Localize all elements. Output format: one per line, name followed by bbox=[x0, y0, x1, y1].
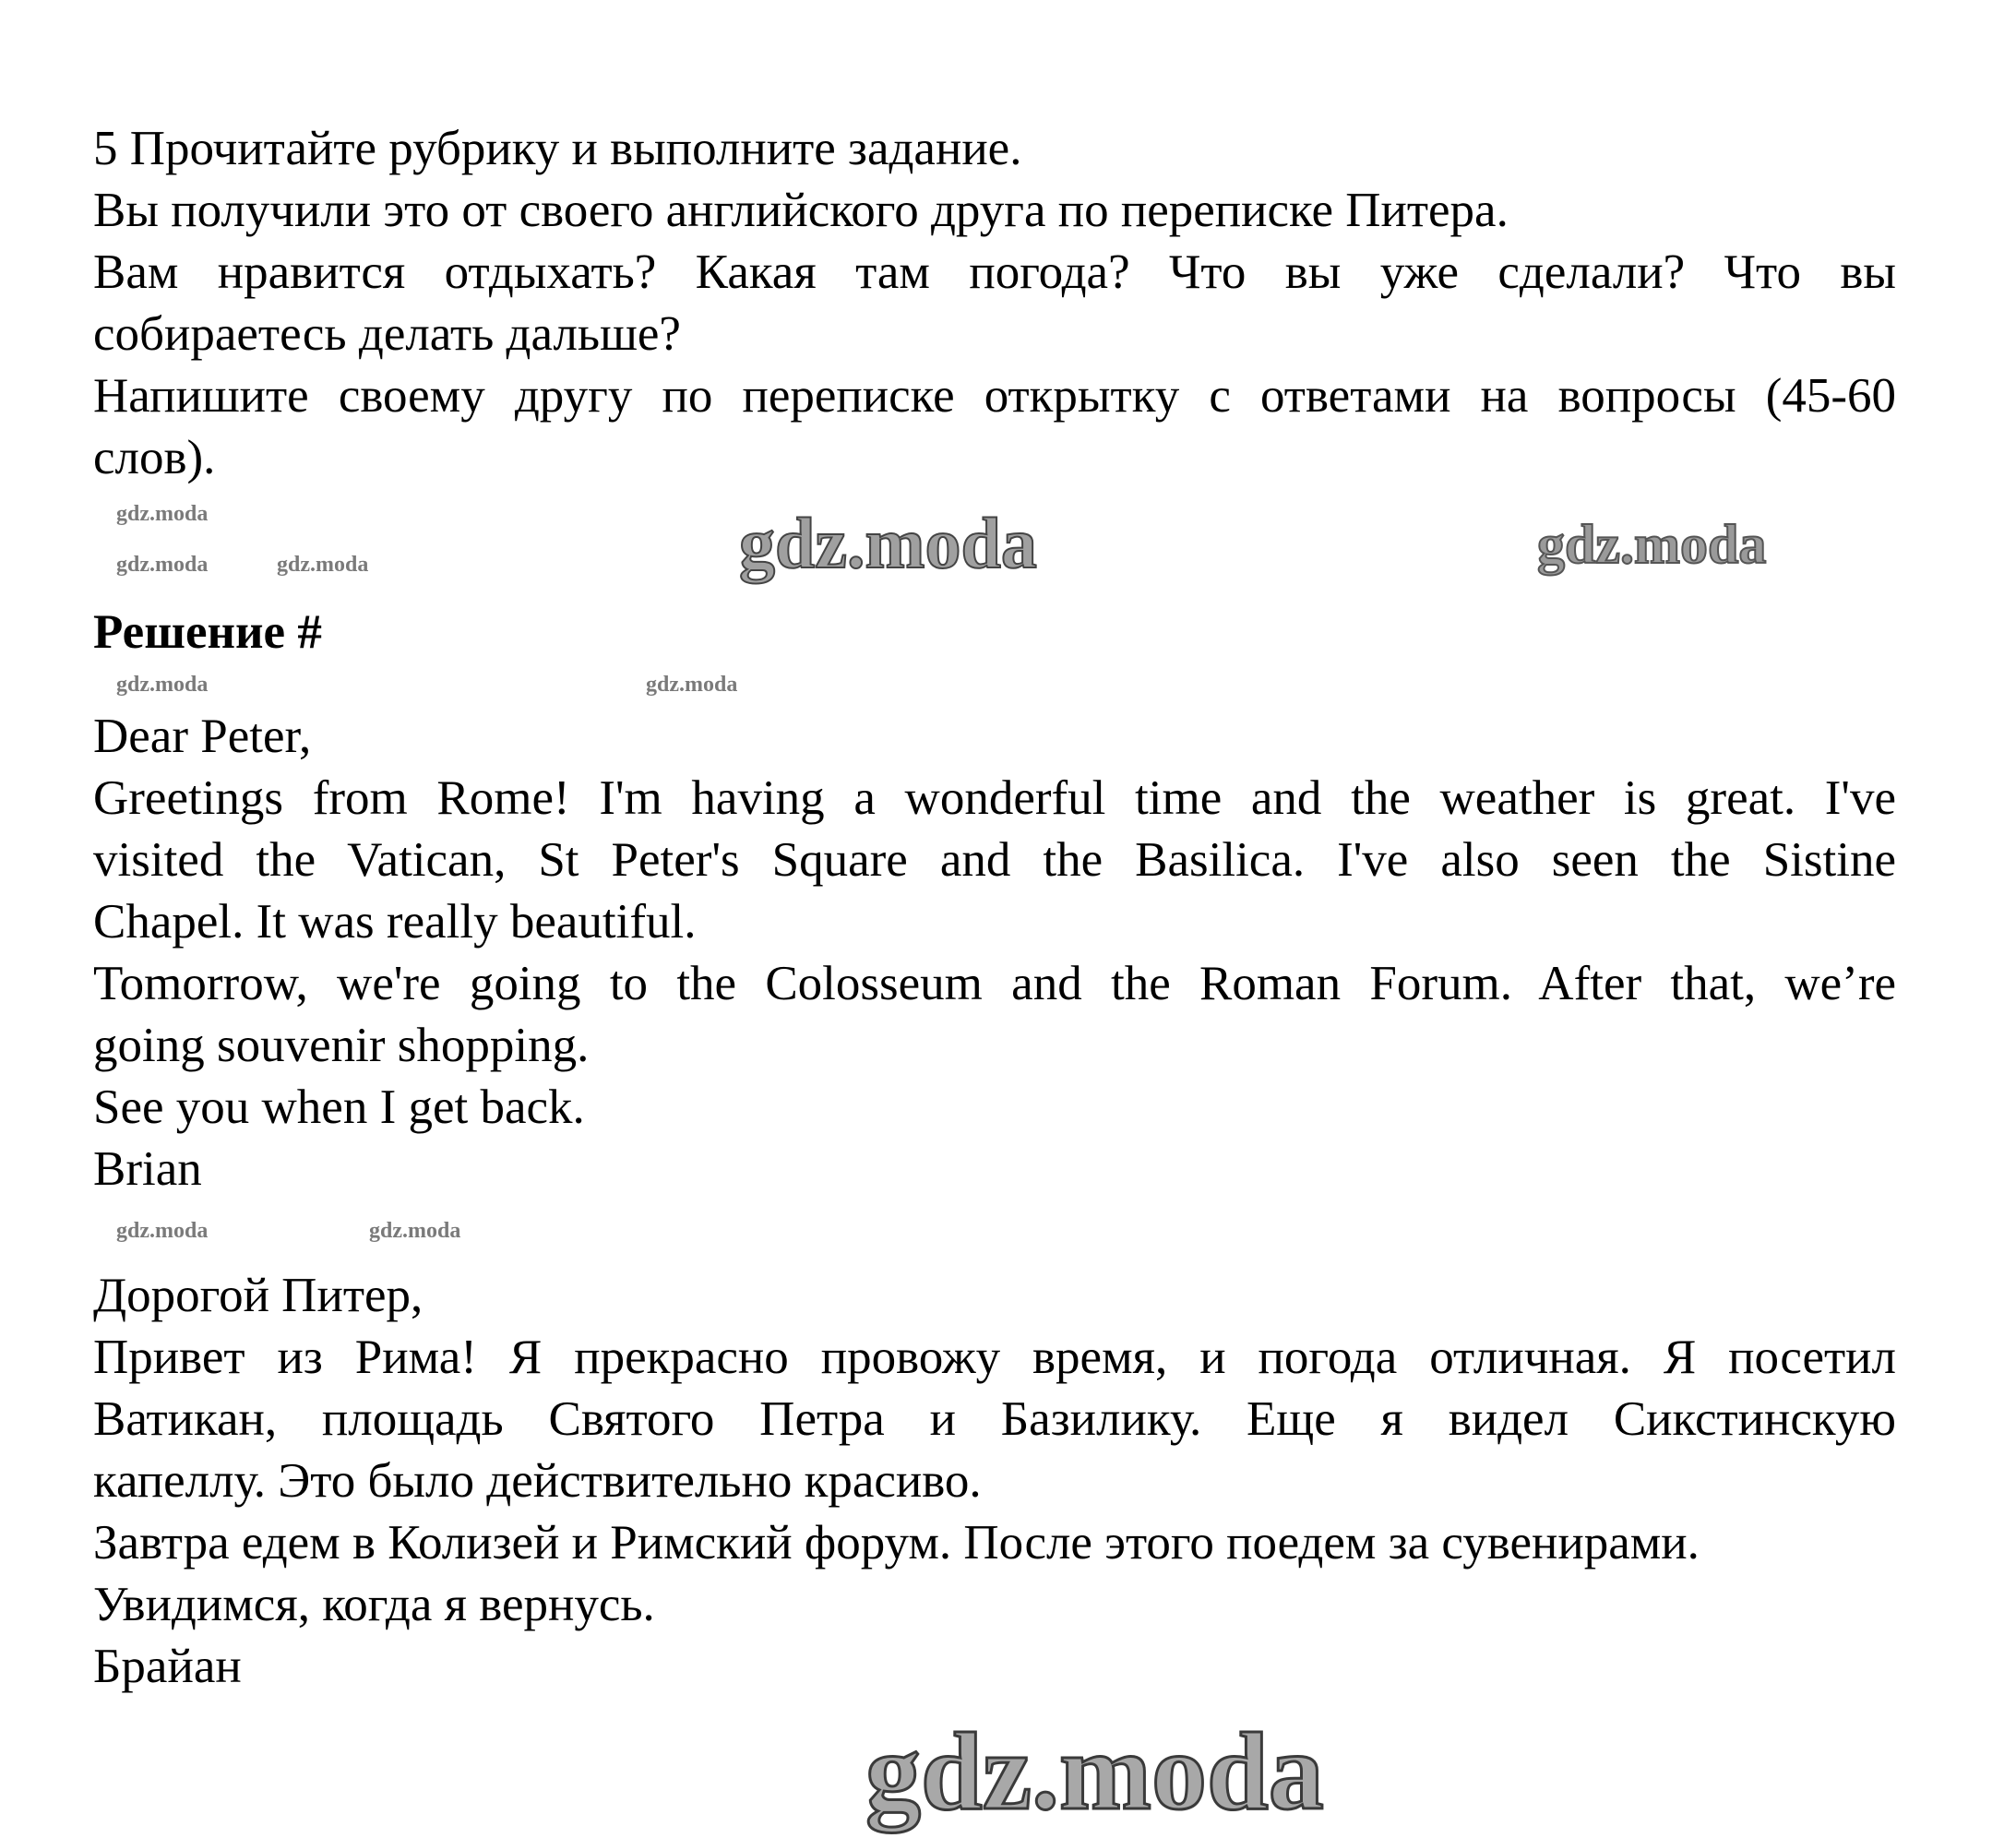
watermark: gdz.moda bbox=[116, 673, 209, 697]
russian-letter bbox=[93, 1265, 1896, 1698]
text-line: Дорогой Питер, bbox=[93, 1269, 423, 1322]
text-line: Вам нравится отдыхать? Какая там погода? Что вы уже сделали? Что вы bbox=[93, 245, 1896, 299]
text-line: собираетесь делать дальше? bbox=[93, 307, 681, 361]
watermark: gdz.moda bbox=[646, 673, 738, 697]
text-line: Увидимся, когда я вернусь. bbox=[93, 1578, 655, 1631]
text-line: Brian bbox=[93, 1142, 202, 1196]
text-line: слов). bbox=[93, 431, 216, 484]
text-line: Напишите своему другу по переписке открытку с ответами на вопросы (45-60 bbox=[93, 369, 1896, 423]
text-line: Привет из Рима! Я прекрасно провожу время, и погода отличная. Я посетил bbox=[93, 1331, 1896, 1384]
task-block bbox=[93, 118, 1896, 489]
text-line: Greetings from Rome! I'm having a wonderful time and the weather is great. I've bbox=[93, 771, 1896, 825]
text-line: капеллу. Это было действительно красиво. bbox=[93, 1454, 982, 1508]
watermark: gdz.moda bbox=[116, 1219, 209, 1243]
text-line: going souvenir shopping. bbox=[93, 1019, 590, 1072]
watermark: gdz.moda bbox=[116, 553, 209, 577]
text-line: Завтра едем в Колизей и Римский форум. После этого поедем за сувенирами. bbox=[93, 1516, 1700, 1569]
text-line: 5 Прочитайте рубрику и выполните задание. bbox=[93, 122, 1022, 175]
text-line: Ватикан, площадь Святого Петра и Базилику. Еще я видел Сикстинскую bbox=[93, 1392, 1896, 1446]
watermark: gdz.moda bbox=[1537, 514, 1767, 575]
watermark: gdz.moda bbox=[369, 1219, 461, 1243]
watermark: gdz.moda bbox=[277, 553, 369, 577]
text-line: Chapel. It was really beautiful. bbox=[93, 895, 697, 949]
watermark: gdz.moda bbox=[739, 503, 1037, 583]
watermark: gdz.moda bbox=[116, 502, 209, 526]
text-line: See you when I get back. bbox=[93, 1080, 585, 1134]
text-line: Tomorrow, we're going to the Colosseum and the Roman Forum. After that, we’re bbox=[93, 957, 1896, 1010]
text-line: Брайан bbox=[93, 1640, 242, 1693]
text-line: Вы получили это от своего английского друга по переписке Питера. bbox=[93, 184, 1509, 237]
solution-heading: Решение # bbox=[93, 605, 322, 659]
text-line: visited the Vatican, St Peter's Square and the Basilica. I've also seen the Sistine bbox=[93, 833, 1896, 887]
watermark: gdz.moda bbox=[865, 1710, 1324, 1832]
english-letter bbox=[93, 706, 1896, 1200]
text-line: Dear Peter, bbox=[93, 710, 312, 763]
